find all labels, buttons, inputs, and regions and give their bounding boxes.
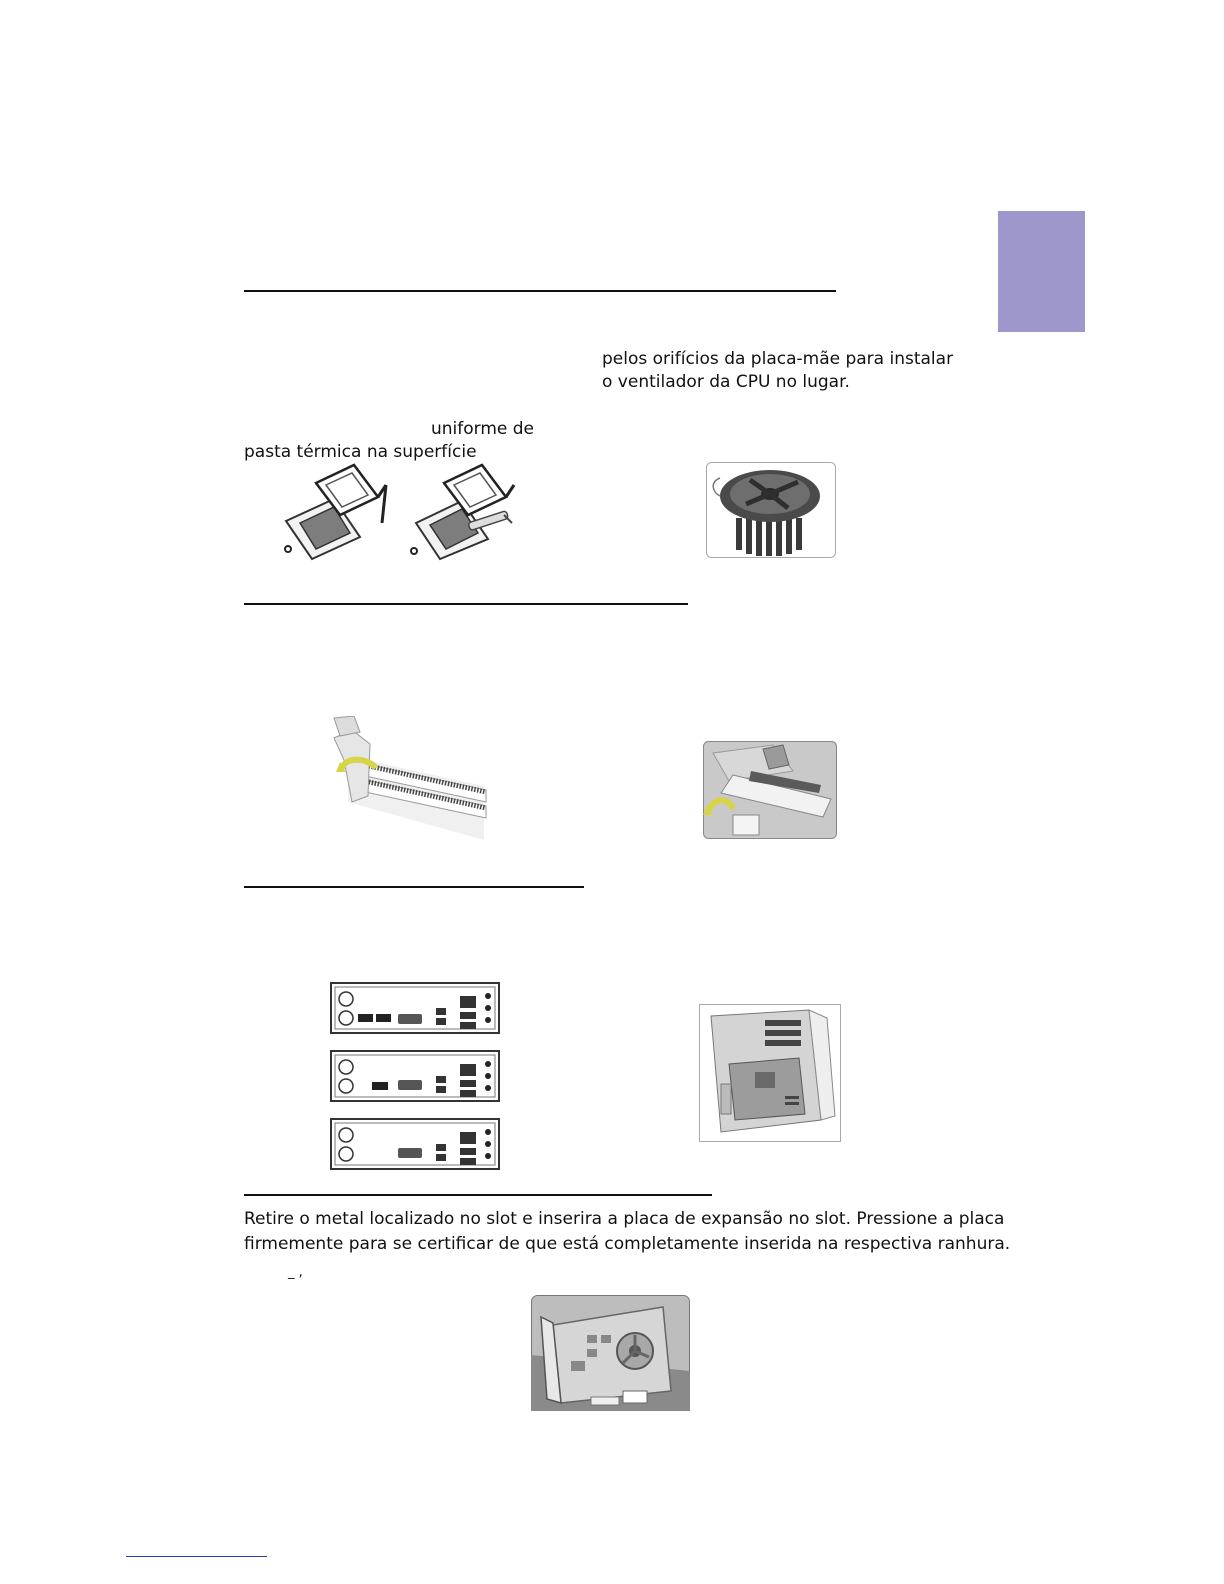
expansion-card-icon [531, 1295, 690, 1411]
section-rule-memory [244, 603, 688, 605]
dimm-slot-icon [320, 716, 488, 840]
cpu-socket-icon [278, 463, 390, 563]
io-shield-icon [330, 982, 500, 1170]
thermal-paste-icon [408, 463, 520, 563]
cpu-fan-instruction-line-1: pelos orifícios da placa-mãe para instalar [602, 349, 954, 369]
pc-case-icon [699, 1004, 841, 1142]
cpu-fan-instruction-line-2: o ventilador da CPU no lugar. [602, 372, 850, 392]
thermal-paste-instruction-line-2: pasta térmica na superfície [244, 442, 477, 462]
thermal-paste-instruction-line-1: uniforme de [431, 419, 535, 439]
memory-install-icon [703, 741, 837, 839]
section-rule-expansion-card [244, 1194, 712, 1196]
chapter-tab [998, 211, 1085, 332]
section-rule-cpu [244, 290, 836, 292]
cpu-fan-icon [706, 462, 836, 558]
footer-link-underline [126, 1556, 267, 1557]
expansion-card-instruction-line-1: Retire o metal localizado no slot e inserira a placa de expansão no slot. Pressione a placa [244, 1209, 1005, 1229]
text-fragment: _ , [288, 1265, 303, 1280]
section-rule-io-shield [244, 886, 584, 888]
expansion-card-instruction-line-2: firmemente para se certificar de que está completamente inserida na respectiva ranhura. [244, 1234, 1011, 1254]
